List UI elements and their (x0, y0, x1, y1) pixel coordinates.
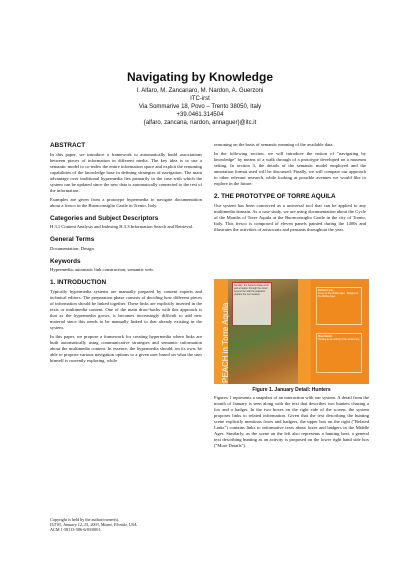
figure-discussion-paragraph: Figures 1 represents a snapshot of an interaction with our system. A detail from the month of January is seen along with the text that describes two hunters chasing a fox and a badger. In the two boxes on the right side of the screen, the system proposes links to related information. Given that the text describing the hunting scene explicitly mentions foxes and badgers, the upper box on the right ("Related Links") contains links to informative texts about foxes and badgers in the Middle Ages. Similarly, as the scene on the left also represents a hunting beat, a general text describing hunting as an activity is proposed on the lower right hand side box ("More Details"). (214, 395, 369, 448)
outline-paragraph: In the following section, we will introduce the notion of "navigating by knowledge" by means of a walk through of a prototype developed on a museum setting. In section 3, the details of the semantic model employed and the annotation format used will be discussed. Finally, we will compare our approach to other relevant research, while looking at possible avenues we would like to explore in the future. (214, 151, 366, 186)
more-details-text[interactable]: Hunting as an activity of the aristocracy (318, 338, 360, 341)
author-list: I. Alfaro, M. Zancanaro, M. Nardon, A. Guerzoni (136, 88, 264, 94)
section2-heading: 2. THE PROTOTYPE OF TORRE AQUILA (214, 193, 336, 200)
acm-note: ACM 1-58113-586-6/03/0001. (50, 527, 102, 533)
abstract-heading: ABSTRACT (50, 142, 86, 149)
affiliation: ITC-irst (190, 96, 210, 102)
footnote (50, 517, 202, 533)
emails: {alfaro, zancana, nardon, annaguer}@itc.it (143, 120, 257, 126)
venue-note: IUI'03, January 12–15, 2003, Miami, Florida, USA. (50, 522, 138, 528)
related-links-box (316, 287, 362, 325)
keywords-text: Hypermedia, automatic link construction, semantic web. (50, 267, 154, 272)
abstract-paragraph-2: Examples are given from a prototype hypermedia to navigate documentation about a fresco in the Buonconsiglio Castle in Trento, Italy. (50, 196, 202, 208)
phone: +39.0461.314504 (176, 112, 224, 118)
vertical-title-text: PEACH in Torre Aquila (221, 302, 230, 383)
categories-heading: Categories and Subject Descriptors (50, 214, 159, 222)
related-links-text[interactable]: Foxes in the Middle Ages · Badgers in the Middle Ages (318, 292, 359, 298)
intro-heading: 1. INTRODUCTION (50, 279, 107, 286)
general-terms-text: Documentation; Design. (50, 245, 95, 251)
figure-caption: Figure 1. January Detail: Hunters (252, 387, 331, 393)
categories-text: H.3.1 Content Analysis and Indexing H.3.3 Information Search and Retrieval. (50, 224, 194, 229)
abstract-paragraph: In this paper, we introduce a framework to automatically build associations between pieces of information in different media. The key idea is to use a semantic model to co-index the entire information space and exploit the reasoning capabilities of the knowledge base in defining strategies of navigation. The main advantage over traditional hypermedia lies primarily in the case with which the system can be updated since the new data is automatically connected to the rest of the information. (50, 151, 202, 193)
right-column-lower (214, 395, 369, 452)
left-column (50, 142, 202, 367)
paper-title: Navigating by Knowledge (126, 70, 273, 84)
intro-paragraph: Typically hypermedia systems are manually prepared by content experts and technical editors. The preparation phase consists of deciding how different pieces of information should be linked together. These links are explicitly inserted in the texts or multimedia content. One of the main draw-backs with this approach is that as the hypermedia grows, it becomes increasingly difficult to add new material since this needs to be manually linked to that already existing in the system. (50, 288, 202, 330)
address: Via Sommarive 18, Povo – Trento 38050, Italy (138, 104, 262, 110)
section2-paragraph: Our system has been conceived as a universal tool that can be applied to any multimedia domain. As a case study, we are using documentation about the Cycle of the Months of Torre Aquila at the Buonconsiglio Castle in the city of Trento, Italy. This fresco is composed of eleven panels painted during the 1400s and illustrates the activities of aristocrats and peasants throughout the year. (214, 202, 366, 232)
more-details-title: More Details (318, 335, 333, 338)
fresco-description-box: January: the hunters chase a fox and a badger through the snow; beyond the wall the peasants prepare the next season. (232, 282, 272, 326)
continued-paragraph: reasoning on the basis of semantic meaning of the available data. (214, 142, 334, 147)
intro-paragraph-2: In this paper, we propose a framework for creating hypermedia where links are built automatically using communicative strategies and semantic information about the multimedia content. In essence, the hypermedia should, on its own, be able to propose various navigation options to a given user based on what the user himself is currently exploring, while (50, 333, 202, 363)
keywords-heading: Keywords (50, 257, 81, 265)
more-details-box (316, 333, 362, 373)
right-column (214, 142, 366, 236)
general-terms-heading: General Terms (50, 236, 95, 243)
copyright-note: Copyright is held by the author/owner(s). (50, 517, 120, 522)
figure-screenshot (214, 279, 369, 384)
vertical-title (215, 302, 230, 383)
related-links-title: Related Links (318, 289, 334, 292)
